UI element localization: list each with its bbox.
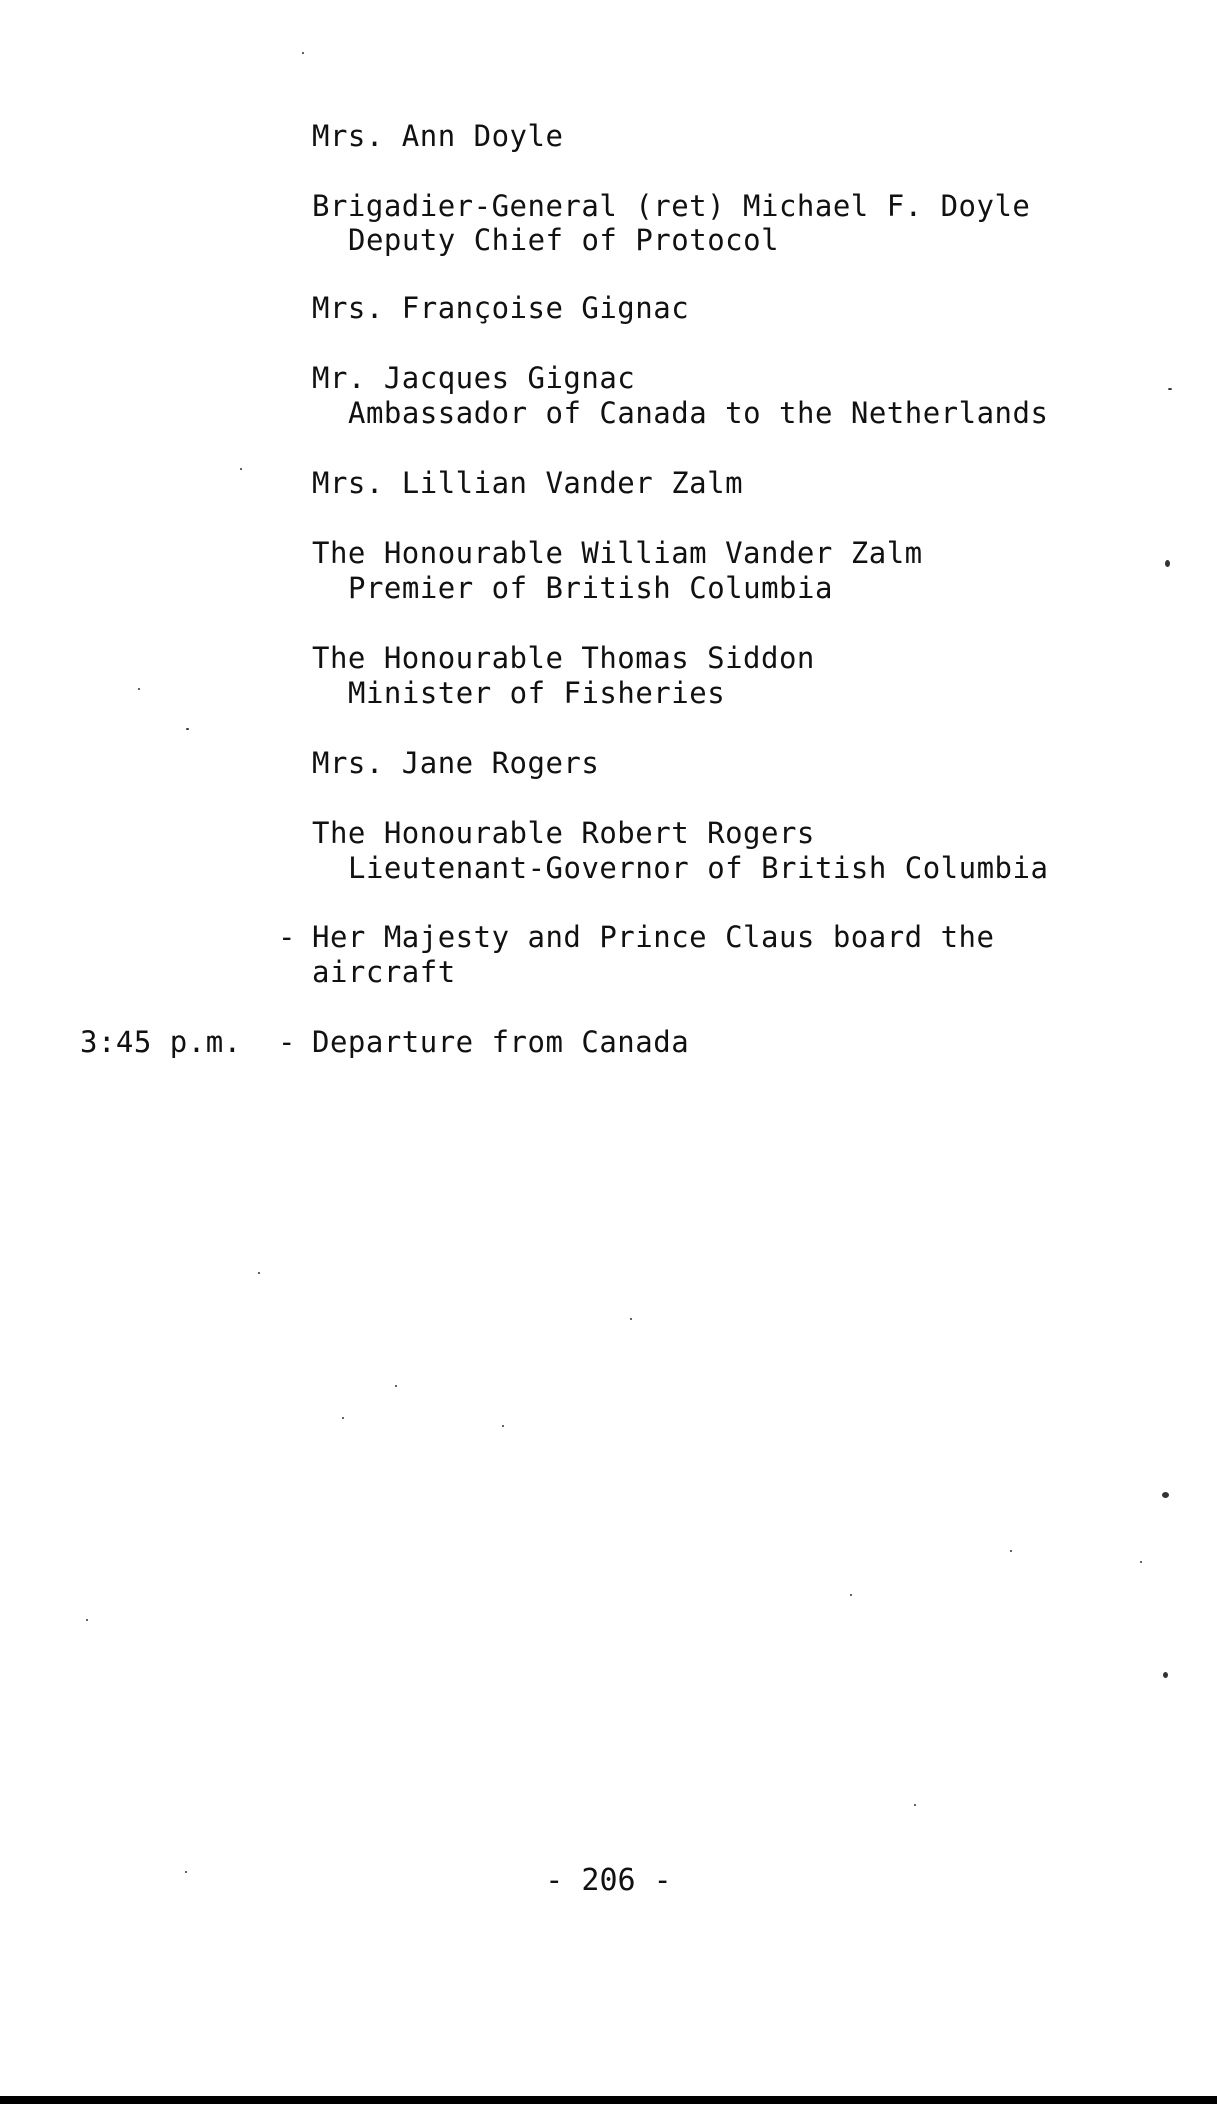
guest-title: Minister of Fisheries xyxy=(348,676,726,710)
scan-speck xyxy=(1163,1672,1168,1678)
scan-speck xyxy=(186,728,189,730)
guest-title: Lieutenant-Governor of British Columbia xyxy=(348,851,1049,885)
guest-name: The Honourable William Vander Zalm xyxy=(312,536,923,570)
scan-speck xyxy=(1165,560,1170,567)
scan-speck xyxy=(258,1272,260,1274)
scan-speck xyxy=(302,52,304,54)
guest-name: Mrs. Ann Doyle xyxy=(312,119,564,153)
event-text: Departure from Canada xyxy=(312,1025,690,1059)
event-dash: - xyxy=(278,1025,296,1059)
event-dash: - xyxy=(278,920,296,954)
guest-name: The Honourable Thomas Siddon xyxy=(312,641,815,675)
scan-speck xyxy=(630,1318,632,1320)
bottom-scan-border xyxy=(0,2096,1217,2104)
scan-speck xyxy=(850,1594,852,1596)
scan-speck xyxy=(914,1804,916,1806)
event-text: Her Majesty and Prince Claus board the xyxy=(312,920,995,954)
scan-speck xyxy=(138,688,140,690)
guest-title: Deputy Chief of Protocol xyxy=(348,223,780,257)
guest-name: Mr. Jacques Gignac xyxy=(312,361,636,395)
scan-speck xyxy=(185,1871,187,1873)
scan-speck xyxy=(395,1385,397,1387)
guest-title: Ambassador of Canada to the Netherlands xyxy=(348,396,1049,430)
guest-name: Brigadier-General (ret) Michael F. Doyle xyxy=(312,189,1031,223)
scan-speck xyxy=(342,1417,344,1419)
scan-speck xyxy=(1010,1550,1012,1552)
guest-title: Premier of British Columbia xyxy=(348,571,833,605)
event-time: 3:45 p.m. xyxy=(80,1025,242,1059)
guest-name: Mrs. Françoise Gignac xyxy=(312,291,690,325)
scan-speck xyxy=(86,1619,88,1621)
page-number: - 206 - xyxy=(545,1863,672,1898)
guest-name: The Honourable Robert Rogers xyxy=(312,816,815,850)
scan-speck xyxy=(1140,1561,1142,1563)
scan-speck xyxy=(240,468,242,470)
event-text: aircraft xyxy=(312,955,456,989)
scan-speck xyxy=(502,1425,504,1427)
guest-name: Mrs. Jane Rogers xyxy=(312,746,600,780)
scan-speck xyxy=(1162,1492,1169,1498)
scan-speck xyxy=(1168,388,1172,390)
guest-name: Mrs. Lillian Vander Zalm xyxy=(312,466,744,500)
